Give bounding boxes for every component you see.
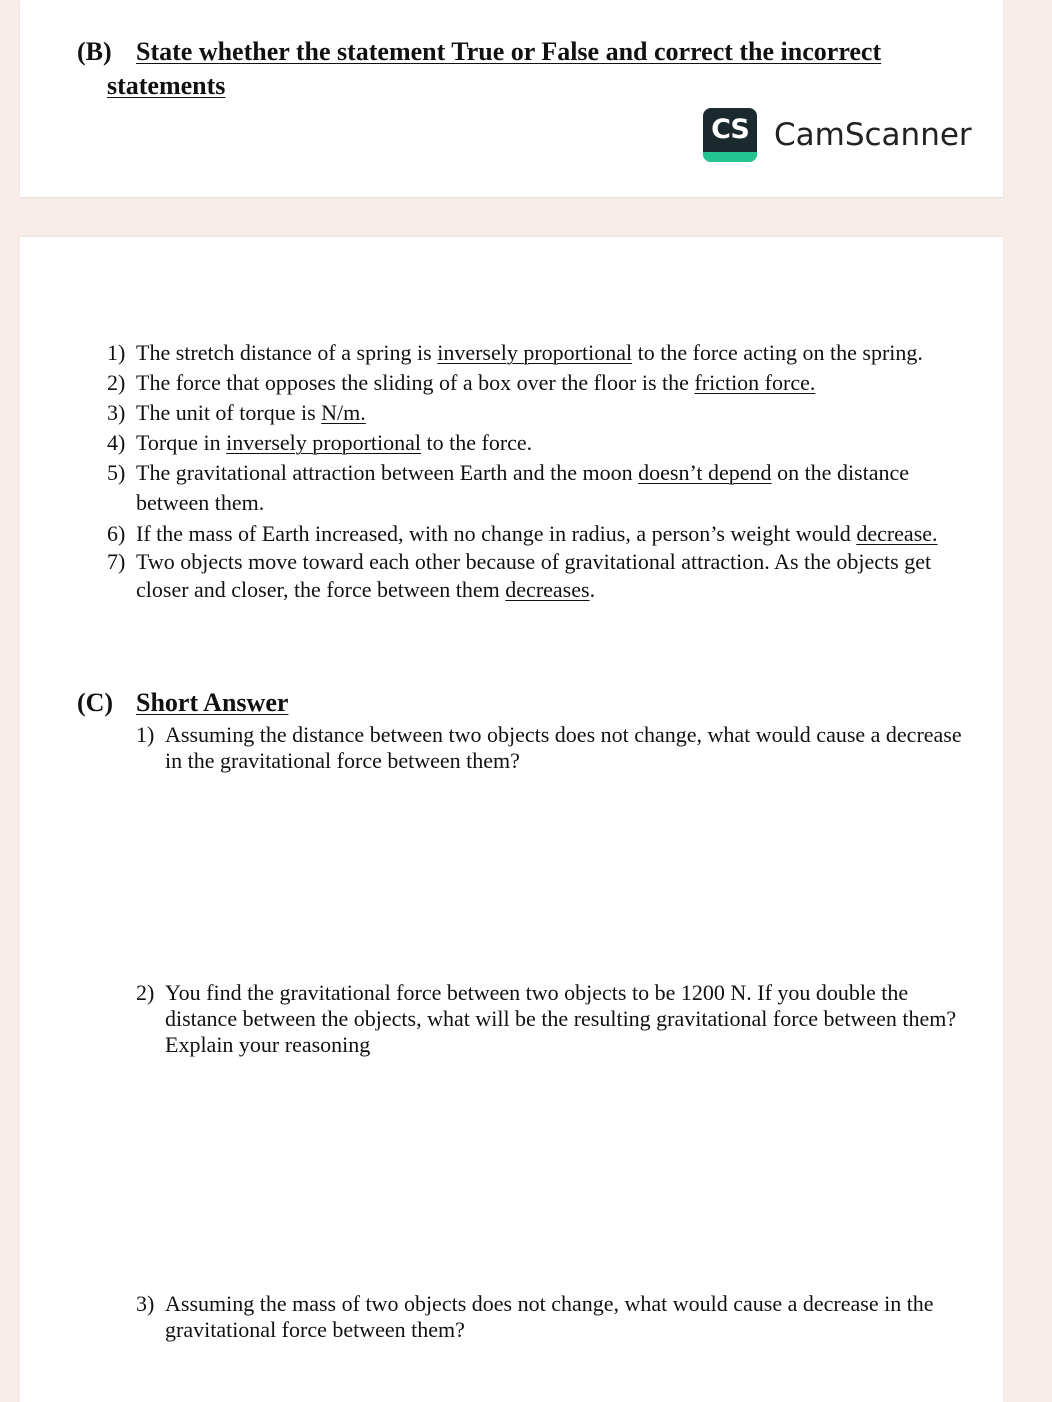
question-text: Assuming the mass of two objects does not change, what would cause a decrease in the gravitational force between them?: [165, 1291, 934, 1342]
item-number: 4): [107, 430, 126, 455]
item-number: 1): [107, 340, 126, 365]
list-item: [107, 548, 967, 604]
true-false-list: [107, 338, 967, 604]
item-number: 2): [107, 370, 126, 395]
item-number: 5): [107, 460, 126, 485]
section-b-title-line1: State whether the statement True or False and correct the incorrect: [136, 37, 882, 66]
short-answer-question-1: [136, 722, 965, 774]
item-text: The unit of torque is: [136, 400, 322, 425]
section-c-title: Short Answer: [136, 688, 289, 717]
question-text: You find the gravitational force between two objects to be 1200 N. If you double the distance between the objects, what will be the resulting gravitational force between them? Explain your reasoning: [165, 980, 957, 1057]
section-b-heading: [77, 35, 937, 103]
question-number: 2): [136, 980, 155, 1005]
item-number: 3): [107, 400, 126, 425]
item-text-end: to the force.: [421, 430, 533, 455]
list-item: [107, 338, 967, 368]
item-text-end: on the distance between them.: [136, 460, 910, 515]
item-underlined-term: friction force.: [694, 370, 816, 395]
item-number: 7): [107, 549, 126, 574]
item-number: 6): [107, 521, 126, 546]
section-b-label: (B): [77, 37, 112, 66]
short-answer-question-3: [136, 1291, 965, 1343]
section-c-heading: [77, 686, 288, 720]
item-text: The stretch distance of a spring is: [136, 340, 438, 365]
camscanner-logo-icon: [703, 108, 757, 162]
item-text: The force that opposes the sliding of a box over the floor is the: [136, 370, 695, 395]
item-text: If the mass of Earth increased, with no change in radius, a person’s weight would: [136, 521, 857, 546]
list-item: [107, 398, 967, 428]
document-page-top: [20, 0, 1003, 197]
question-number: 1): [136, 722, 155, 747]
question-number: 3): [136, 1291, 155, 1316]
item-underlined-term: inversely proportional: [437, 340, 633, 365]
item-underlined-term: decreases: [505, 577, 590, 602]
section-b-title-line2: statements: [107, 71, 226, 100]
question-text: Assuming the distance between two objects does not change, what would cause a decrease in the gravitational force between them?: [165, 722, 962, 773]
item-underlined-term: inversely proportional: [226, 430, 422, 455]
camscanner-name: CamScanner: [774, 117, 972, 153]
item-text-end: to the force acting on the spring.: [632, 340, 923, 365]
item-text: Torque in: [136, 430, 227, 455]
list-item: [107, 458, 967, 518]
document-page-bottom: [20, 237, 1003, 1402]
item-underlined-term: N/m.: [321, 400, 366, 425]
camscanner-watermark: [703, 108, 972, 162]
short-answer-question-2: [136, 980, 965, 1058]
item-underlined-term: decrease.: [856, 521, 938, 546]
list-item: [107, 428, 967, 458]
item-text: Two objects move toward each other because of gravitational attraction. As the objects get closer and closer, the force between them: [136, 549, 932, 602]
list-item: [107, 520, 967, 548]
item-text: The gravitational attraction between Earth and the moon: [136, 460, 639, 485]
section-c-label: (C): [77, 688, 114, 717]
item-underlined-term: doesn’t depend: [638, 460, 772, 485]
list-item: [107, 368, 967, 398]
camscanner-badge-text: CS: [711, 114, 749, 145]
item-text-end: .: [589, 577, 596, 602]
